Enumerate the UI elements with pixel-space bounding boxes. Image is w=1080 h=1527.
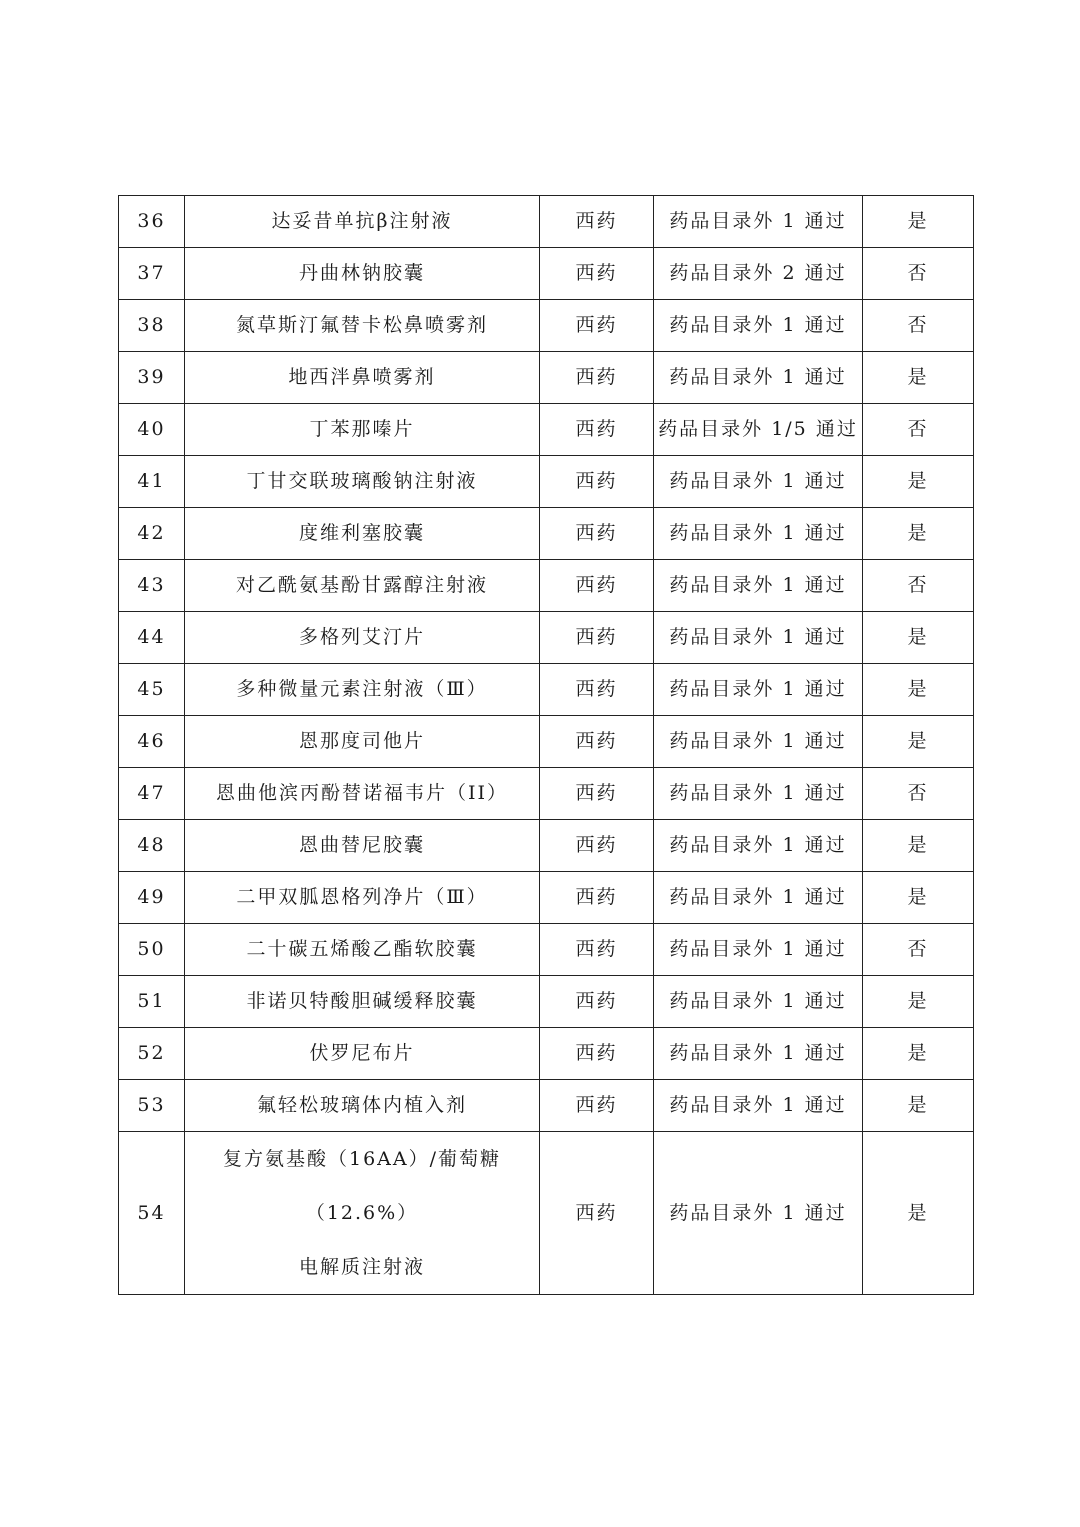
review-result: 药品目录外 1/5 通过	[654, 404, 863, 456]
flag-value: 是	[863, 1132, 974, 1295]
review-result: 药品目录外 1 通过	[654, 664, 863, 716]
review-result: 药品目录外 1 通过	[654, 716, 863, 768]
drug-name: 恩那度司他片	[185, 716, 540, 768]
flag-value: 否	[863, 248, 974, 300]
row-number: 37	[119, 248, 185, 300]
row-number: 46	[119, 716, 185, 768]
review-result: 药品目录外 1 通过	[654, 1132, 863, 1295]
flag-value: 是	[863, 508, 974, 560]
drug-name-line: 复方氨基酸（16AA）/葡萄糖（12.6%）	[222, 1148, 502, 1224]
drug-category: 西药	[540, 352, 654, 404]
table-row	[119, 404, 974, 456]
row-number: 51	[119, 976, 185, 1028]
table-row	[119, 248, 974, 300]
table-row	[119, 924, 974, 976]
review-result: 药品目录外 2 通过	[654, 248, 863, 300]
drug-name	[185, 1132, 540, 1295]
table-row	[119, 872, 974, 924]
drug-name: 多格列艾汀片	[185, 612, 540, 664]
review-result: 药品目录外 1 通过	[654, 560, 863, 612]
drug-name-line: 电解质注射液	[298, 1256, 425, 1278]
row-number: 54	[119, 1132, 185, 1295]
row-number: 47	[119, 768, 185, 820]
row-number: 49	[119, 872, 185, 924]
table-row	[119, 612, 974, 664]
drug-category: 西药	[540, 508, 654, 560]
drug-category: 西药	[540, 976, 654, 1028]
drug-name: 度维利塞胶囊	[185, 508, 540, 560]
review-result: 药品目录外 1 通过	[654, 612, 863, 664]
drug-name: 恩曲替尼胶囊	[185, 820, 540, 872]
row-number: 38	[119, 300, 185, 352]
drug-category: 西药	[540, 768, 654, 820]
review-result: 药品目录外 1 通过	[654, 820, 863, 872]
drug-category: 西药	[540, 716, 654, 768]
drug-name: 伏罗尼布片	[185, 1028, 540, 1080]
table-row	[119, 560, 974, 612]
drug-category: 西药	[540, 560, 654, 612]
drug-name: 二甲双胍恩格列净片（Ⅲ）	[185, 872, 540, 924]
review-result: 药品目录外 1 通过	[654, 508, 863, 560]
flag-value: 是	[863, 716, 974, 768]
drug-name: 丁苯那嗪片	[185, 404, 540, 456]
flag-value: 是	[863, 1080, 974, 1132]
drug-name: 地西泮鼻喷雾剂	[185, 352, 540, 404]
flag-value: 是	[863, 976, 974, 1028]
table-row	[119, 196, 974, 248]
flag-value: 是	[863, 872, 974, 924]
drug-category: 西药	[540, 196, 654, 248]
row-number: 41	[119, 456, 185, 508]
drug-category: 西药	[540, 1132, 654, 1295]
review-result: 药品目录外 1 通过	[654, 872, 863, 924]
review-result: 药品目录外 1 通过	[654, 924, 863, 976]
table-row	[119, 768, 974, 820]
drug-name: 非诺贝特酸胆碱缓释胶囊	[185, 976, 540, 1028]
row-number: 43	[119, 560, 185, 612]
row-number: 45	[119, 664, 185, 716]
flag-value: 是	[863, 1028, 974, 1080]
flag-value: 否	[863, 924, 974, 976]
flag-value: 否	[863, 560, 974, 612]
drug-name: 丹曲林钠胶囊	[185, 248, 540, 300]
drug-category: 西药	[540, 248, 654, 300]
row-number: 48	[119, 820, 185, 872]
drug-category: 西药	[540, 820, 654, 872]
flag-value: 否	[863, 300, 974, 352]
drug-category: 西药	[540, 1080, 654, 1132]
drug-category: 西药	[540, 456, 654, 508]
table-row	[119, 664, 974, 716]
drug-name: 丁甘交联玻璃酸钠注射液	[185, 456, 540, 508]
drug-name: 恩曲他滨丙酚替诺福韦片（II）	[185, 768, 540, 820]
table-row	[119, 300, 974, 352]
drug-category: 西药	[540, 404, 654, 456]
table-body	[119, 196, 974, 1295]
row-number: 36	[119, 196, 185, 248]
drug-name: 氟轻松玻璃体内植入剂	[185, 1080, 540, 1132]
flag-value: 是	[863, 456, 974, 508]
drug-category: 西药	[540, 1028, 654, 1080]
table-row	[119, 716, 974, 768]
drug-name: 二十碳五烯酸乙酯软胶囊	[185, 924, 540, 976]
row-number: 44	[119, 612, 185, 664]
review-result: 药品目录外 1 通过	[654, 976, 863, 1028]
review-result: 药品目录外 1 通过	[654, 300, 863, 352]
drug-name: 达妥昔单抗β注射液	[185, 196, 540, 248]
table-row	[119, 820, 974, 872]
table-row	[119, 976, 974, 1028]
row-number: 50	[119, 924, 185, 976]
flag-value: 是	[863, 664, 974, 716]
table-row	[119, 1080, 974, 1132]
table-row	[119, 456, 974, 508]
drug-name: 多种微量元素注射液（Ⅲ）	[185, 664, 540, 716]
table-row	[119, 1028, 974, 1080]
review-result: 药品目录外 1 通过	[654, 196, 863, 248]
table-row	[119, 508, 974, 560]
row-number: 40	[119, 404, 185, 456]
drug-category: 西药	[540, 612, 654, 664]
review-result: 药品目录外 1 通过	[654, 456, 863, 508]
flag-value: 否	[863, 404, 974, 456]
review-result: 药品目录外 1 通过	[654, 1080, 863, 1132]
flag-value: 是	[863, 612, 974, 664]
drug-name: 对乙酰氨基酚甘露醇注射液	[185, 560, 540, 612]
drug-category: 西药	[540, 872, 654, 924]
drug-list-table	[118, 195, 974, 1295]
review-result: 药品目录外 1 通过	[654, 768, 863, 820]
drug-category: 西药	[540, 300, 654, 352]
row-number: 42	[119, 508, 185, 560]
drug-category: 西药	[540, 664, 654, 716]
drug-name: 氮草斯汀氟替卡松鼻喷雾剂	[185, 300, 540, 352]
flag-value: 是	[863, 196, 974, 248]
review-result: 药品目录外 1 通过	[654, 1028, 863, 1080]
row-number: 53	[119, 1080, 185, 1132]
row-number: 39	[119, 352, 185, 404]
drug-category: 西药	[540, 924, 654, 976]
flag-value: 否	[863, 768, 974, 820]
table-row	[119, 1132, 974, 1295]
row-number: 52	[119, 1028, 185, 1080]
flag-value: 是	[863, 820, 974, 872]
flag-value: 是	[863, 352, 974, 404]
table-row	[119, 352, 974, 404]
review-result: 药品目录外 1 通过	[654, 352, 863, 404]
